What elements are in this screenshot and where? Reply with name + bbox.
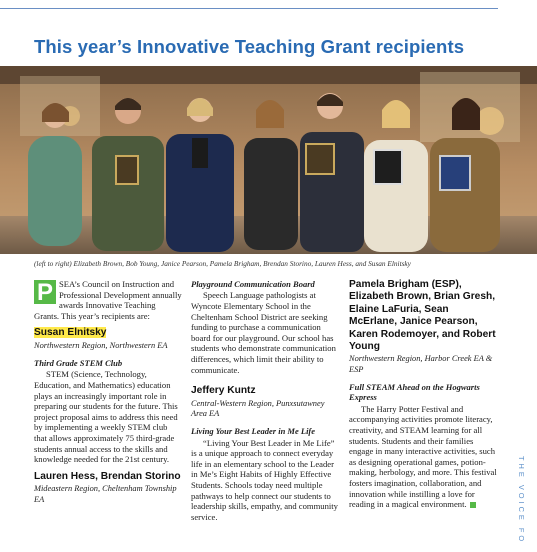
project-title: Playground Communication Board bbox=[191, 279, 315, 289]
photo-caption: (left to right) Elizabeth Brown, Bob Young, Janice Pearson, Pamela Brigham, Brendan Storino, Lauren Hess, and Susan Elnitsky bbox=[34, 259, 411, 268]
project-description: STEM (Science, Technology, Education, and Mathematics) education plays an increasingly important role in preparing our students for the future. This project proposal aims to address this need by implementing a weekly STEM club that allows approximately 75 third-grade students annual access to the skills and knowledge needed for the 21st century. bbox=[34, 369, 178, 465]
drop-cap: P bbox=[34, 280, 56, 304]
column-1 bbox=[34, 279, 182, 512]
recipient-name: Pamela Brigham (ESP), Elizabeth Brown, Brian Gresh, Elaine LaFuria, Sean McErlane, Janice Pearson, Karen Rodemoyer, and Robert Young bbox=[349, 279, 496, 353]
article-title: This year’s Innovative Teaching Grant recipients bbox=[34, 36, 465, 57]
project-title: Living Your Best Leader in Me Life bbox=[191, 426, 316, 437]
column-2 bbox=[191, 279, 342, 526]
recipient-region: Mideastern Region, Cheltenham Township EA bbox=[34, 484, 177, 504]
project-description: The Harry Potter Festival and accompanying activities promote literacy, creativity, and STEAM learning for all students. Students and their families engage in many interactive activities, such as designing operational games, potion-making, herbology, and more. This festival fosters imagination, collaboration, and innovation while instilling a love for reading in a magical environment. bbox=[349, 403, 497, 510]
project-title: Third Grade STEM Club bbox=[34, 358, 123, 369]
recipient-name: Susan Elnitsky bbox=[34, 327, 107, 339]
column-3 bbox=[349, 279, 499, 514]
recipient-region: Northwestern Region, Northwestern EA bbox=[34, 340, 168, 350]
recipient-name: Lauren Hess, Brendan Storino bbox=[34, 470, 181, 482]
top-rule bbox=[0, 0, 498, 9]
recipient-name: Jeffery Kuntz bbox=[191, 385, 256, 397]
recipient-region: Central-Western Region, Punxsutawney Area EA bbox=[191, 398, 325, 418]
project-description: Speech Language pathologists at Wyncote Elementary School in the Cheltenham School District are seeking funding to purchase a communication board for our playground. Our school has students who demonstrate communication differences, which limit their ability to communicate. bbox=[191, 290, 336, 375]
project-title: Full STEAM Ahead on the Hogwarts Express bbox=[349, 382, 480, 403]
running-footer: THE VOICE FO bbox=[517, 456, 526, 545]
recipient-region: Northwestern Region, Harbor Creek EA & ESP bbox=[349, 354, 493, 374]
end-mark-icon bbox=[470, 502, 476, 508]
intro-paragraph: P SEA’s Council on Instruction and Professional Development annually awards Innovative Teaching Grants. This year’s recipients are: bbox=[34, 279, 182, 321]
project-description: “Living Your Best Leader in Me Life” is a unique approach to connect everyday life in an elementary school to the Leader in Me’s Eight Habits of Highly Effective Students. Schools today need multiple pathways to help connect our students to leadership skills, empathy, and community service. bbox=[191, 437, 338, 522]
group-photo bbox=[0, 66, 537, 254]
